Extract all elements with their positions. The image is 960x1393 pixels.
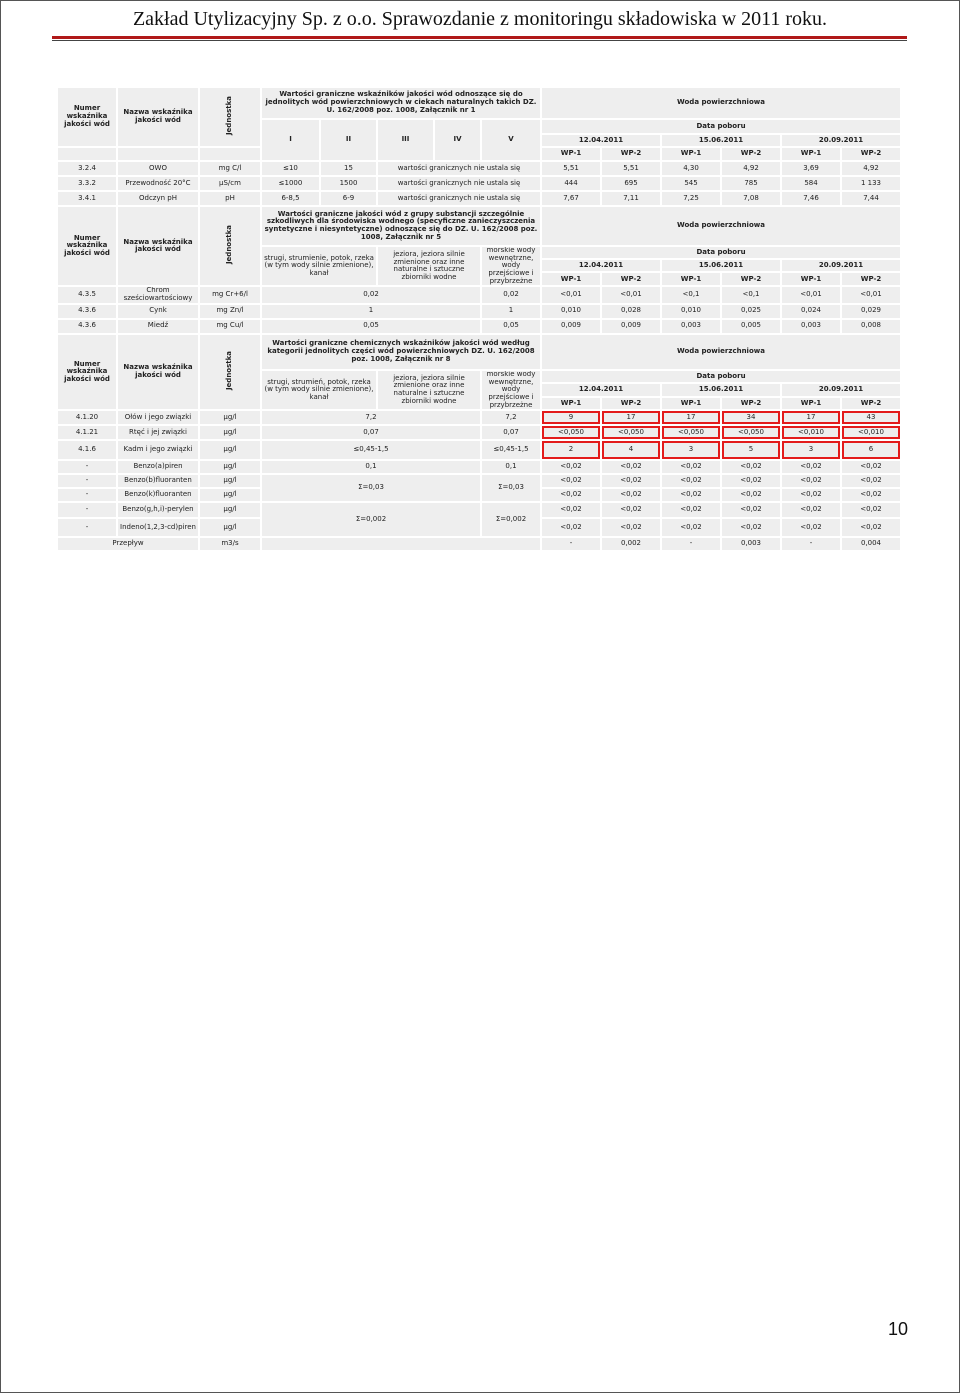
cell: 4.3.5 [58,287,116,302]
cell: <0,01 [842,287,900,302]
cell: 3.2.4 [58,162,116,175]
cell: 4,92 [722,162,780,175]
point: WP-1 [542,273,600,285]
cell: 0,005 [722,320,780,333]
cell: 15 [321,162,376,175]
table-row [58,426,900,439]
cell: 7,67 [542,192,600,205]
cell: 1 [482,305,540,318]
cell: 0,002 [602,538,660,550]
cell: wartości granicznych nie ustala się [378,192,540,205]
cell: 0,003 [722,538,780,550]
cell: Chrom sześciowartościowy [118,287,198,302]
monitoring-table [56,86,902,552]
cell: 0,003 [782,320,840,333]
s3-sub-a: strugi, strumień, potok, rzeka (w tym wody silnie zmienione), kanał [262,371,376,409]
cell [262,538,540,550]
class-3: III [378,120,433,160]
cell-exceeded: 5 [722,441,780,459]
cell: Kadm i jego związki [118,441,198,459]
cell: - [542,538,600,550]
table-row [58,162,900,175]
date-2: 15.06.2011 [662,135,780,146]
cell: Miedź [118,320,198,333]
cell: Indeno(1,2,3-cd)piren [118,519,198,536]
cell: 0,1 [482,461,540,473]
date-2: 15.06.2011 [662,384,780,395]
cell: <0,02 [782,461,840,473]
date-1: 12.04.2011 [542,384,660,395]
cell: <0,02 [722,461,780,473]
cell: 4.1.6 [58,441,116,459]
cell: 7,2 [262,411,480,424]
cell: - [58,461,116,473]
cell: 545 [662,177,720,190]
cell-exceeded: 17 [602,411,660,424]
cell: <0,02 [542,519,600,536]
cell: 0,025 [722,305,780,318]
col-num-header: Numer wskaźnika jakości wód [58,207,116,285]
cell: - [58,489,116,501]
table-row [58,475,900,487]
cell: 7,11 [602,192,660,205]
s2-sub-a: strugi, strumienie, potok, rzeka (w tym wody silnie zmienione), kanał [262,247,376,285]
data-poboru: Data poboru [542,371,900,382]
class-1: I [262,120,319,160]
cell: 6-9 [321,192,376,205]
point: WP-1 [662,148,720,160]
point: WP-2 [722,273,780,285]
cell: Benzo(a)piren [118,461,198,473]
cell: <0,01 [602,287,660,302]
col-unit-header: Jednostka [200,335,260,409]
cell: Benzo(k)fluoranten [118,489,198,501]
spacer [58,148,116,160]
cell: 0,009 [542,320,600,333]
point: WP-2 [842,398,900,410]
cell: <0,02 [782,475,840,487]
cell: - [58,519,116,536]
cell: - [782,538,840,550]
class-2: II [321,120,376,160]
cell: <0,02 [722,503,780,517]
cell: - [58,503,116,517]
cell: 1500 [321,177,376,190]
table-row [58,287,900,302]
cell: pH [200,192,260,205]
table-row [58,538,900,550]
cell: 3,69 [782,162,840,175]
cell: <0,02 [722,475,780,487]
cell: 7,25 [662,192,720,205]
cell: µg/l [200,489,260,501]
cell: 7,2 [482,411,540,424]
cell: <0,02 [722,489,780,501]
cell: 0,02 [262,287,480,302]
date-3: 20.09.2011 [782,384,900,395]
cell: - [58,475,116,487]
cell: <0,02 [782,489,840,501]
cell: <0,01 [542,287,600,302]
cell: ≤1000 [262,177,319,190]
cell: <0,02 [602,503,660,517]
cell: ≤0,45-1,5 [262,441,480,459]
col-name-header: Nazwa wskaźnika jakości wód [118,335,198,409]
page-number: 10 [887,1319,908,1339]
page-header: Zakład Utylizacyjny Sp. z o.o. Sprawozdanie z monitoringu składowiska w 2011 roku. [132,8,828,30]
cell: µg/l [200,461,260,473]
cell-exceeded: <0,050 [542,426,600,439]
point: WP-2 [602,273,660,285]
cell: 7,08 [722,192,780,205]
cell: <0,02 [542,475,600,487]
cell-exceeded: 17 [662,411,720,424]
cell: 1 133 [842,177,900,190]
cell-exceeded: 3 [782,441,840,459]
s3-sub-b: jeziora, jeziora silnie zmienione oraz inne naturalne i sztuczne zbiorniki wodne [378,371,480,409]
s3-title: Wartości graniczne chemicznych wskaźników jakości wód według kategorii jednolitych części wód powierzchniowych DZ. U. 162/2008 poz. 1008, Załącznik nr 8 [262,335,540,369]
woda-header: Woda powierzchniowa [542,335,900,369]
header-rule-thin [52,40,907,41]
cell-exceeded: <0,010 [842,426,900,439]
cell: 4,92 [842,162,900,175]
cell: ≤0,45-1,5 [482,441,540,459]
cell-exceeded: <0,050 [662,426,720,439]
col-name-header: Nazwa wskaźnika jakości wód [118,88,198,146]
date-3: 20.09.2011 [782,135,900,146]
cell: ≤10 [262,162,319,175]
cell: 695 [602,177,660,190]
table-row [58,192,900,205]
cell: 0,028 [602,305,660,318]
cell: 3.3.2 [58,177,116,190]
cell: Ołów i jego związki [118,411,198,424]
date-1: 12.04.2011 [542,135,660,146]
cell: <0,02 [842,475,900,487]
data-poboru: Data poboru [542,120,900,133]
data-poboru: Data poboru [542,247,900,258]
s2-sub-b: jeziora, jeziora silnie zmienione oraz inne naturalne i sztuczne zbiorniki wodne [378,247,480,285]
cell-exceeded: 9 [542,411,600,424]
cell: <0,02 [842,461,900,473]
date-2: 15.06.2011 [662,260,780,271]
cell: 4.3.6 [58,305,116,318]
cell: Rtęć i jej związki [118,426,198,439]
cell: mg C/l [200,162,260,175]
col-num-header: Numer wskaźnika jakości wód [58,88,116,146]
cell: <0,02 [602,461,660,473]
cell: Przepływ [58,538,198,550]
cell: µg/l [200,411,260,424]
cell: 0,02 [482,287,540,302]
cell: <0,02 [782,503,840,517]
cell: Przewodność 20°C [118,177,198,190]
cell: mg Cr+6/l [200,287,260,302]
cell: <0,02 [662,461,720,473]
point: WP-2 [722,398,780,410]
cell: <0,02 [662,503,720,517]
date-1: 12.04.2011 [542,260,660,271]
point: WP-1 [782,148,840,160]
date-3: 20.09.2011 [782,260,900,271]
cell: OWO [118,162,198,175]
cell: 0,010 [542,305,600,318]
cell: µS/cm [200,177,260,190]
cell: 0,05 [482,320,540,333]
table-row [58,305,900,318]
table-row [58,177,900,190]
cell: 0,008 [842,320,900,333]
cell: µg/l [200,441,260,459]
cell: 0,05 [262,320,480,333]
cell: wartości granicznych nie ustala się [378,162,540,175]
cell: 0,004 [842,538,900,550]
s1-title: Wartości graniczne wskaźników jakości wód odnoszące się do jednolitych wód powierzchniowych w ciekach naturalnych takich DZ. U. 162/2008 poz. 1008, Załącznik nr 1 [262,88,540,118]
cell: <0,02 [662,489,720,501]
spacer [118,148,198,160]
class-4: IV [435,120,480,160]
point: WP-1 [542,398,600,410]
woda-header: Woda powierzchniowa [542,207,900,245]
cell: Σ=0,002 [482,503,540,536]
cell: <0,02 [602,489,660,501]
cell: µg/l [200,519,260,536]
point: WP-1 [662,273,720,285]
cell: <0,02 [782,519,840,536]
point: WP-1 [662,398,720,410]
point: WP-2 [842,273,900,285]
header-rule [52,36,907,39]
cell: <0,1 [662,287,720,302]
cell: <0,02 [722,519,780,536]
cell: Benzo(g,h,i)-perylen [118,503,198,517]
monitoring-table-image [56,86,908,591]
cell: µg/l [200,475,260,487]
cell-exceeded: 3 [662,441,720,459]
cell: Σ=0,002 [262,503,480,536]
point: WP-2 [602,398,660,410]
cell: 0,07 [262,426,480,439]
cell: <0,02 [842,519,900,536]
cell: 0,003 [662,320,720,333]
cell: 7,46 [782,192,840,205]
cell: m3/s [200,538,260,550]
cell: 0,024 [782,305,840,318]
cell: µg/l [200,503,260,517]
cell-exceeded: <0,010 [782,426,840,439]
cell: 4,30 [662,162,720,175]
cell: Σ=0,03 [262,475,480,501]
point: WP-1 [542,148,600,160]
cell-exceeded: 4 [602,441,660,459]
cell: 0,07 [482,426,540,439]
point: WP-1 [782,273,840,285]
cell: 0,1 [262,461,480,473]
cell: Σ=0,03 [482,475,540,501]
cell-exceeded: 43 [842,411,900,424]
cell: Cynk [118,305,198,318]
cell: <0,02 [602,519,660,536]
s2-sub-c: morskie wody wewnętrzne, wody przejściowe i przybrzeżne [482,247,540,285]
cell: 0,029 [842,305,900,318]
cell: Benzo(b)fluoranten [118,475,198,487]
col-unit-header: Jednostka [200,88,260,146]
cell: <0,02 [842,489,900,501]
point: WP-2 [842,148,900,160]
cell: - [662,538,720,550]
cell: 444 [542,177,600,190]
cell-exceeded: <0,050 [602,426,660,439]
class-5: V [482,120,540,160]
cell: 4.1.20 [58,411,116,424]
cell: mg Cu/l [200,320,260,333]
cell-exceeded: 17 [782,411,840,424]
cell: 1 [262,305,480,318]
col-unit-header: Jednostka [200,207,260,285]
cell: µg/l [200,426,260,439]
cell: 5,51 [542,162,600,175]
cell: mg Zn/l [200,305,260,318]
cell: 5,51 [602,162,660,175]
cell-exceeded: 2 [542,441,600,459]
cell: <0,02 [542,489,600,501]
cell: <0,1 [722,287,780,302]
cell: 0,009 [602,320,660,333]
point: WP-1 [782,398,840,410]
table-row [58,411,900,424]
col-num-header: Numer wskaźnika jakości wód [58,335,116,409]
cell: <0,02 [662,475,720,487]
table-row [58,461,900,473]
cell: 6-8,5 [262,192,319,205]
cell: Odczyn pH [118,192,198,205]
cell: <0,02 [662,519,720,536]
cell: <0,01 [782,287,840,302]
cell: 4.3.6 [58,320,116,333]
woda-header: Woda powierzchniowa [542,88,900,118]
table-row [58,320,900,333]
cell: wartości granicznych nie ustala się [378,177,540,190]
cell: <0,02 [542,503,600,517]
cell: 4.1.21 [58,426,116,439]
cell: 0,010 [662,305,720,318]
col-name-header: Nazwa wskaźnika jakości wód [118,207,198,285]
table-row [58,503,900,517]
spacer [200,148,260,160]
cell-exceeded: 34 [722,411,780,424]
cell: <0,02 [542,461,600,473]
cell-exceeded: 6 [842,441,900,459]
point: WP-2 [602,148,660,160]
table-row [58,441,900,459]
cell: 785 [722,177,780,190]
cell: <0,02 [602,475,660,487]
cell: 7,44 [842,192,900,205]
cell: <0,02 [842,503,900,517]
s2-title: Wartości graniczne jakości wód z grupy substancji szczególnie szkodliwych dla środowiska wodnego (specyficzne zanieczyszczenia syntetyczne i niesyntetyczne) odnoszące się do DZ. U. 162/2008 poz. 1008, Załącznik nr 5 [262,207,540,245]
point: WP-2 [722,148,780,160]
cell: 584 [782,177,840,190]
cell: 3.4.1 [58,192,116,205]
s3-sub-c: morskie wody wewnętrzne, wody przejściowe i przybrzeżne [482,371,540,409]
cell-exceeded: <0,050 [722,426,780,439]
